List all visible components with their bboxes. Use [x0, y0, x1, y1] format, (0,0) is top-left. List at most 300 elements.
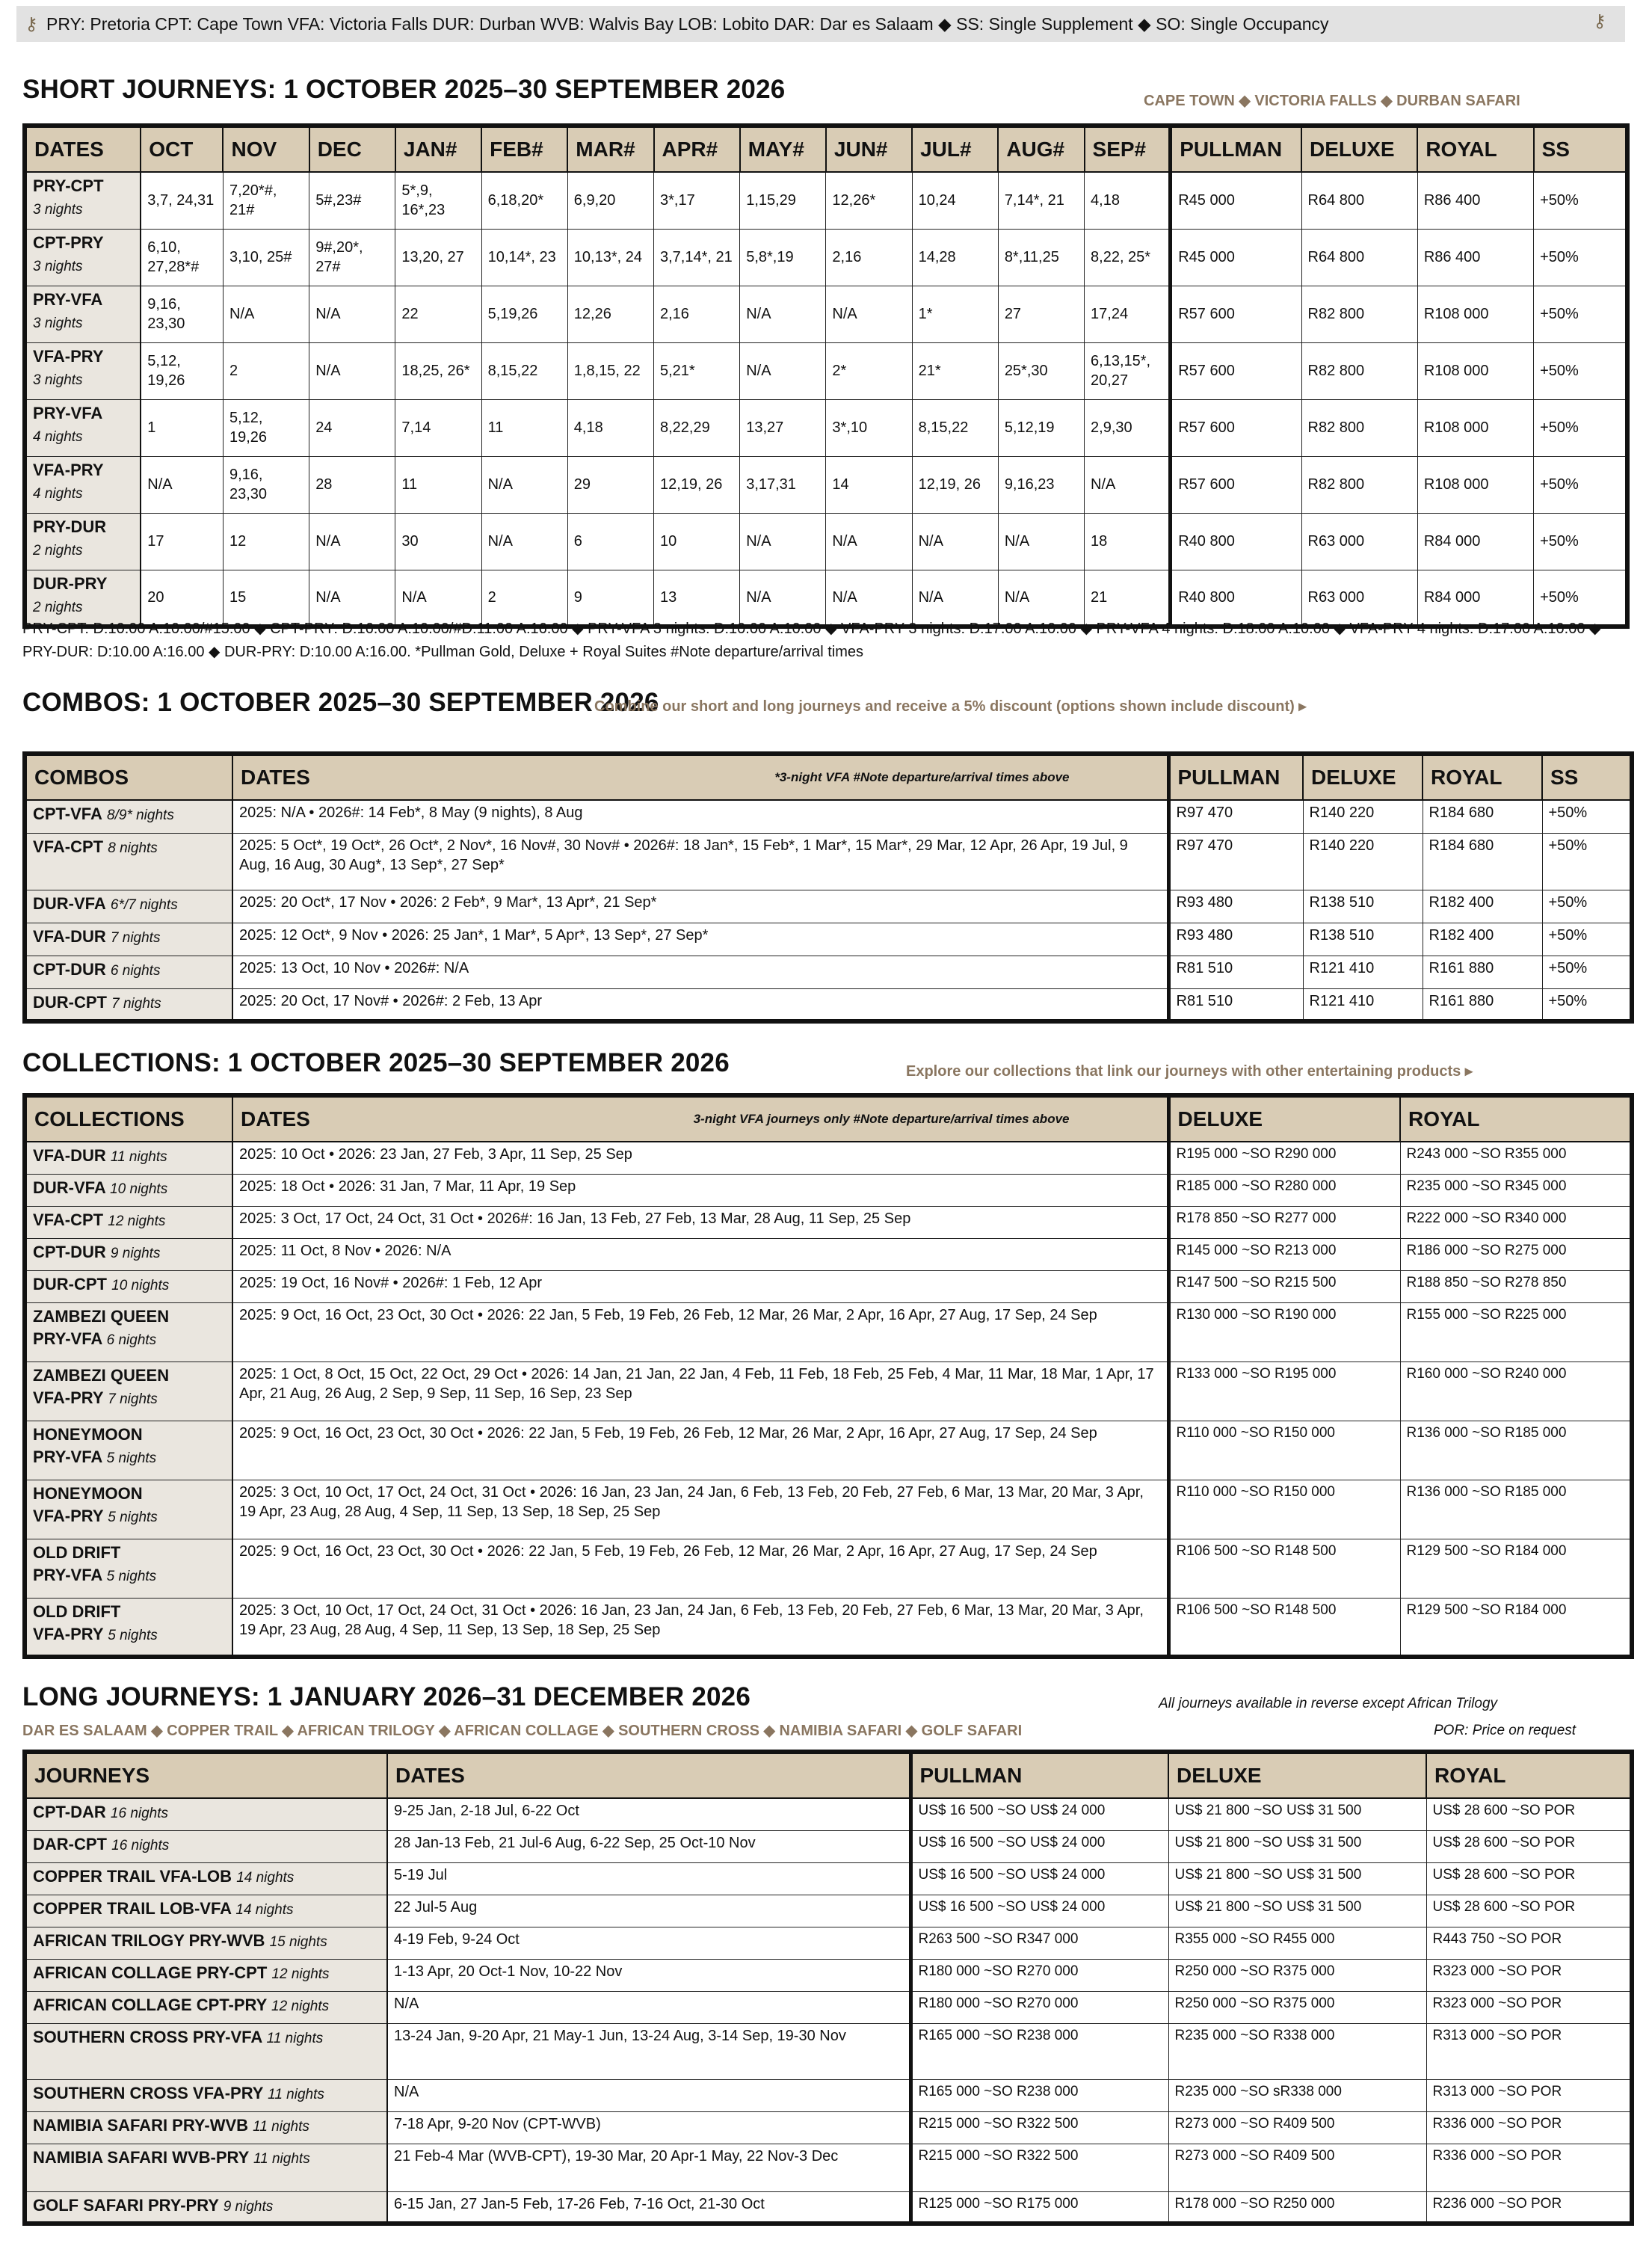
dates-cell: 2025: 19 Oct, 16 Nov# • 2026#: 1 Feb, 12 Apr [232, 1270, 1168, 1302]
collections-table [22, 1093, 1634, 1659]
route-name: CPT-PRY [33, 233, 104, 252]
price-cell: R263 500 ~SO R347 000 [910, 1927, 1168, 1959]
date-cell: 2,16 [826, 229, 912, 286]
price-cell: R161 880 [1423, 956, 1542, 988]
row-label [25, 1830, 387, 1862]
table-row [25, 1270, 1632, 1302]
date-cell: N/A [309, 513, 395, 570]
nights-label: 9 nights [223, 2198, 274, 2215]
nights-label: 6*/7 nights [110, 896, 178, 913]
price-cell: R243 000 ~SO R355 000 [1400, 1142, 1632, 1174]
table-row [25, 800, 1632, 833]
row-label [25, 2023, 387, 2079]
route-code: PRY-VFA [33, 1447, 102, 1466]
dates-cell: 2025: 10 Oct • 2026: 23 Jan, 27 Feb, 3 Apr, 11 Sep, 25 Sep [232, 1142, 1168, 1174]
date-cell: 27 [998, 286, 1084, 342]
table-row [25, 342, 1627, 399]
price-cell: R250 000 ~SO R375 000 [1168, 1959, 1426, 1991]
date-cell: 4,18 [1085, 172, 1171, 229]
short-journeys-table [22, 123, 1630, 629]
date-cell: N/A [481, 456, 567, 513]
row-label [25, 890, 232, 923]
price-cell: R165 000 ~SO R238 000 [910, 2023, 1168, 2079]
table-row [25, 1895, 1632, 1927]
price-cell: +50% [1534, 456, 1627, 513]
date-cell: 12,26* [826, 172, 912, 229]
route-name: VFA-DUR [33, 1146, 106, 1165]
collections-subtitle: Explore our collections that link our journeys with other entertaining products ▸ [906, 1063, 1473, 1080]
price-cell: R110 000 ~SO R150 000 [1168, 1421, 1400, 1480]
dates-cell: 9-25 Jan, 2-18 Jul, 6-22 Oct [387, 1798, 910, 1830]
date-cell: N/A [740, 342, 826, 399]
price-cell: R355 000 ~SO R455 000 [1168, 1927, 1426, 1959]
journey-name: SOUTHERN CROSS VFA-PRY [33, 2083, 264, 2102]
nights-label: 7 nights [108, 1391, 158, 1407]
date-cell: 21 [1085, 570, 1171, 627]
combos-table [22, 751, 1634, 1024]
date-cell: 2,9,30 [1085, 399, 1171, 456]
date-cell: 9#,20*, 27# [309, 229, 395, 286]
row-label [25, 1959, 387, 1991]
nights-label: 3 nights [33, 372, 83, 388]
table-row [25, 1539, 1632, 1598]
date-cell: 24 [309, 399, 395, 456]
date-cell: 12,19, 26 [654, 456, 740, 513]
journey-name: SOUTHERN CROSS PRY-VFA [33, 2027, 262, 2046]
nights-label: 7 nights [110, 929, 161, 946]
dates-cell: 2025: 9 Oct, 16 Oct, 23 Oct, 30 Oct • 2026: 22 Jan, 5 Feb, 19 Feb, 26 Feb, 12 Mar, 26 Mar, 2 Apr, 16 Apr, 27 Aug, 17 Sep, 24 Sep [232, 1302, 1168, 1362]
price-cell: R82 800 [1301, 399, 1417, 456]
route-name: VFA-PRY [33, 460, 104, 479]
price-cell: US$ 16 500 ~SO US$ 24 000 [910, 1798, 1168, 1830]
nights-label: 8/9* nights [107, 807, 174, 823]
date-cell: 6 [567, 513, 653, 570]
price-cell: R138 510 [1303, 923, 1423, 956]
price-cell: R106 500 ~SO R148 500 [1168, 1598, 1400, 1657]
route-code: PRY-VFA [33, 1329, 102, 1348]
dates-cell: 2025: 20 Oct, 17 Nov# • 2026#: 2 Feb, 13 Apr [232, 988, 1168, 1021]
row-label [25, 456, 141, 513]
dates-cell: 2025: N/A • 2026#: 14 Feb*, 8 May (9 nights), 8 Aug [232, 800, 1168, 833]
price-cell: R323 000 ~SO POR [1426, 1959, 1632, 1991]
price-cell: R82 800 [1301, 342, 1417, 399]
nights-label: 3 nights [33, 202, 83, 218]
nights-label: 11 nights [253, 2150, 310, 2167]
nights-label: 11 nights [266, 2030, 324, 2046]
price-cell: R64 800 [1301, 172, 1417, 229]
price-cell: +50% [1542, 800, 1632, 833]
date-cell: 7,20*#, 21# [223, 172, 309, 229]
date-cell: 25*,30 [998, 342, 1084, 399]
price-cell: R235 000 ~SO sR338 000 [1168, 2079, 1426, 2111]
price-cell: R57 600 [1171, 342, 1301, 399]
dates-cell: 2025: 20 Oct*, 17 Nov • 2026: 2 Feb*, 9 Mar*, 13 Apr*, 21 Sep* [232, 890, 1168, 923]
table-row [25, 1959, 1632, 1991]
table-row [25, 890, 1632, 923]
header-note: 3-night VFA journeys only #Note departure/arrival times above [693, 1112, 1070, 1126]
price-cell: R336 000 ~SO POR [1426, 2111, 1632, 2144]
price-cell: R443 750 ~SO POR [1426, 1927, 1632, 1959]
nights-label: 5 nights [106, 1450, 157, 1466]
column-header: NOV [223, 126, 309, 172]
collection-name: OLD DRIFT [33, 1542, 121, 1562]
combos-subtitle: Combine our short and long journeys and receive a 5% discount (options shown include discount) ▸ [594, 698, 1307, 715]
collection-route [33, 1446, 226, 1470]
route-name: CPT-DUR [33, 1242, 106, 1261]
price-cell: +50% [1534, 172, 1627, 229]
journey-name: CPT-DAR [33, 1803, 106, 1821]
row-label [25, 2144, 387, 2191]
date-cell: 13 [654, 570, 740, 627]
route-name: VFA-DUR [33, 926, 106, 946]
date-cell: N/A [826, 570, 912, 627]
nights-label: 3 nights [33, 315, 83, 331]
collection-route [33, 1505, 226, 1529]
date-cell: 2* [826, 342, 912, 399]
dates-cell: 13-24 Jan, 9-20 Apr, 21 May-1 Jun, 13-24 Aug, 3-14 Sep, 19-30 Nov [387, 2023, 910, 2079]
price-cell: R165 000 ~SO R238 000 [910, 2079, 1168, 2111]
route-name: VFA-CPT [33, 1210, 104, 1229]
date-cell: 5#,23# [309, 172, 395, 229]
date-cell: 18 [1085, 513, 1171, 570]
route-name: CPT-VFA [33, 804, 102, 823]
date-cell: N/A [826, 286, 912, 342]
date-cell: 6,10, 27,28*# [141, 229, 223, 286]
price-cell: R121 410 [1303, 956, 1423, 988]
collection-name: OLD DRIFT [33, 1602, 121, 1621]
nights-label: 5 nights [106, 1568, 157, 1584]
route-name: PRY-DUR [33, 517, 107, 536]
price-cell: R63 000 [1301, 570, 1417, 627]
date-cell: 14 [826, 456, 912, 513]
date-cell: N/A [740, 570, 826, 627]
date-cell: N/A [912, 570, 998, 627]
price-cell: R138 510 [1303, 890, 1423, 923]
nights-label: 4 nights [33, 428, 83, 445]
date-cell: 21* [912, 342, 998, 399]
nights-label: 15 nights [269, 1933, 327, 1950]
column-header: DEC [309, 126, 395, 172]
date-cell: 10,13*, 24 [567, 229, 653, 286]
dates-cell: 5-19 Jul [387, 1862, 910, 1895]
nights-label: 16 nights [110, 1806, 169, 1821]
date-cell: 8*,11,25 [998, 229, 1084, 286]
price-cell: R106 500 ~SO R148 500 [1168, 1539, 1400, 1598]
table-row [25, 988, 1632, 1021]
nights-label: 16 nights [111, 1837, 170, 1853]
column-header: JAN# [395, 126, 481, 172]
table-row [25, 1142, 1632, 1174]
date-cell: 4,18 [567, 399, 653, 456]
nights-label: 2 nights [33, 542, 83, 559]
row-label [25, 1991, 387, 2023]
row-label [25, 1270, 232, 1302]
price-cell: +50% [1534, 286, 1627, 342]
row-label [25, 1539, 232, 1598]
date-cell: 1* [912, 286, 998, 342]
short-journeys-footnote: PRY-CPT: D:10.00 A:10.00/#15:00 ◆ CPT-PRY: D:16.00 A:10.00/#D:11:00 A:16.00 ◆ PRY-VFA 3 nights: D:10.00 A:10.00 ◆ VFA-PRY 3 nights: D:17.00 A:10.00 ◆ PRY-VFA 4 nights: D:18.00 A:10.00 ◆ VFA-PRY 4 nights: D:17.00 A:10.00 ◆ PRY-DUR: D:10.00 A:16.00 ◆ DUR-PRY: D:10.00 A:16.00. *Pullman Gold, Deluxe + Royal Suites #Note departure/arrival times [22, 621, 1601, 660]
price-cell: R97 470 [1168, 833, 1303, 890]
long-journeys-note: All journeys available in reverse except African Trilogy [1159, 1696, 1498, 1711]
dates-cell: 7-18 Apr, 9-20 Nov (CPT-WVB) [387, 2111, 910, 2144]
column-header: ROYAL [1400, 1095, 1632, 1142]
price-cell: R155 000 ~SO R225 000 [1400, 1302, 1632, 1362]
row-label [25, 1895, 387, 1927]
dates-cell: 2025: 3 Oct, 10 Oct, 17 Oct, 24 Oct, 31 Oct • 2026: 16 Jan, 23 Jan, 24 Jan, 6 Feb, 13 Feb, 20 Feb, 27 Feb, 6 Mar, 13 Mar, 20 Mar, 3 Apr, 19 Apr, 23 Aug, 28 Aug, 4 Sep, 11 Sep, 13 Sep, 18 Sep, 25 Sep [232, 1480, 1168, 1539]
row-label [25, 513, 141, 570]
price-cell: R108 000 [1417, 399, 1533, 456]
date-cell: N/A [309, 286, 395, 342]
collection-route [33, 1387, 226, 1411]
nights-label: 14 nights [235, 1901, 294, 1918]
column-header: OCT [141, 126, 223, 172]
date-cell: 9 [567, 570, 653, 627]
column-header: DELUXE [1168, 1095, 1400, 1142]
date-cell: 22 [395, 286, 481, 342]
row-label [25, 229, 141, 286]
short-journeys-title: SHORT JOURNEYS: 1 OCTOBER 2025–30 SEPTEMBER 2026 [22, 75, 786, 104]
price-cell: +50% [1534, 513, 1627, 570]
journey-name: AFRICAN TRILOGY PRY-WVB [33, 1930, 265, 1950]
collection-route [33, 1564, 226, 1588]
row-label [25, 1862, 387, 1895]
price-cell: R125 000 ~SO R175 000 [910, 2191, 1168, 2224]
price-cell: R178 000 ~SO R250 000 [1168, 2191, 1426, 2224]
row-label [25, 1480, 232, 1539]
nights-label: 9 nights [110, 1245, 161, 1261]
column-header: MAY# [740, 126, 826, 172]
price-cell: R97 470 [1168, 800, 1303, 833]
table-row [25, 1798, 1632, 1830]
journey-name: COPPER TRAIL LOB-VFA [33, 1898, 232, 1918]
date-cell: 3,10, 25# [223, 229, 309, 286]
price-cell: US$ 21 800 ~SO US$ 31 500 [1168, 1798, 1426, 1830]
journey-name: NAMIBIA SAFARI WVB-PRY [33, 2147, 249, 2167]
price-cell: R182 400 [1423, 890, 1542, 923]
date-cell: 10 [654, 513, 740, 570]
date-cell: 3*,17 [654, 172, 740, 229]
route-name: DUR-PRY [33, 573, 108, 593]
row-label [25, 1142, 232, 1174]
nights-label: 11 nights [253, 2118, 309, 2135]
price-cell: R147 500 ~SO R215 500 [1168, 1270, 1400, 1302]
date-cell: N/A [1085, 456, 1171, 513]
price-cell: R323 000 ~SO POR [1426, 1991, 1632, 2023]
date-cell: 18,25, 26* [395, 342, 481, 399]
dates-cell: 2025: 1 Oct, 8 Oct, 15 Oct, 22 Oct, 29 Oct • 2026: 14 Jan, 21 Jan, 22 Jan, 4 Feb, 11 Feb, 18 Feb, 25 Feb, 4 Mar, 11 Mar, 18 Mar, 1 Apr, 17 Apr, 21 Aug, 26 Aug, 2 Sep, 9 Sep, 11 Sep, 16 Sep, 23 Sep [232, 1362, 1168, 1421]
price-cell: R140 220 [1303, 800, 1423, 833]
row-label [25, 286, 141, 342]
row-label [25, 1598, 232, 1657]
date-cell: 7,14 [395, 399, 481, 456]
price-cell: R129 500 ~SO R184 000 [1400, 1539, 1632, 1598]
price-cell: R64 800 [1301, 229, 1417, 286]
nights-label: 5 nights [108, 1627, 158, 1643]
route-code: VFA-PRY [33, 1506, 104, 1525]
collection-name: HONEYMOON [33, 1483, 143, 1503]
row-label [25, 399, 141, 456]
date-cell: N/A [912, 513, 998, 570]
date-cell: 11 [395, 456, 481, 513]
column-header: JUL# [912, 126, 998, 172]
date-cell: 6,9,20 [567, 172, 653, 229]
dates-cell: 21 Feb-4 Mar (WVB-CPT), 19-30 Mar, 20 Apr-1 May, 22 Nov-3 Dec [387, 2144, 910, 2191]
price-cell: R81 510 [1168, 988, 1303, 1021]
combos-title: COMBOS: 1 OCTOBER 2025–30 SEPTEMBER 2026 [22, 688, 659, 717]
date-cell: N/A [309, 570, 395, 627]
price-cell: R140 220 [1303, 833, 1423, 890]
column-header: SS [1534, 126, 1627, 172]
price-cell: R45 000 [1171, 172, 1301, 229]
table-row [25, 172, 1627, 229]
row-label [25, 1927, 387, 1959]
date-cell: 5,8*,19 [740, 229, 826, 286]
long-journeys-subtitle: DAR ES SALAAM ◆ COPPER TRAIL ◆ AFRICAN TRILOGY ◆ AFRICAN COLLAGE ◆ SOUTHERN CROSS ◆ NAMIBIA SAFARI ◆ GOLF SAFARI [22, 1723, 1023, 1739]
table-row [25, 2191, 1632, 2224]
table-row [25, 286, 1627, 342]
price-cell: R215 000 ~SO R322 500 [910, 2144, 1168, 2191]
row-label [25, 1174, 232, 1206]
price-cell: R45 000 [1171, 229, 1301, 286]
table-row [25, 1362, 1632, 1421]
date-cell: 3,17,31 [740, 456, 826, 513]
dates-cell: 2025: 3 Oct, 17 Oct, 24 Oct, 31 Oct • 2026#: 16 Jan, 13 Feb, 27 Feb, 13 Mar, 28 Aug, 11 Sep, 25 Sep [232, 1206, 1168, 1238]
nights-label: 10 nights [111, 1277, 170, 1293]
row-label [25, 1798, 387, 1830]
price-cell: R84 000 [1417, 513, 1533, 570]
legend-bar [16, 6, 1625, 42]
price-cell: R82 800 [1301, 456, 1417, 513]
date-cell: N/A [998, 513, 1084, 570]
dates-cell: 2025: 5 Oct*, 19 Oct*, 26 Oct*, 2 Nov*, 16 Nov#, 30 Nov# • 2026#: 18 Jan*, 15 Feb*, 1 Mar*, 15 Mar*, 29 Mar, 12 Apr, 26 Apr, 19 Jul, 9 Aug, 16 Aug, 30 Aug*, 13 Sep*, 27 Sep* [232, 833, 1168, 890]
header-note: *3-night VFA #Note departure/arrival times above [774, 770, 1070, 784]
route-name: DUR-VFA [33, 893, 106, 913]
date-cell: 30 [395, 513, 481, 570]
nights-label: 6 nights [110, 962, 161, 979]
date-cell: N/A [740, 286, 826, 342]
date-cell: 12,26 [567, 286, 653, 342]
table-row [25, 1206, 1632, 1238]
nights-label: 11 nights [110, 1149, 167, 1165]
date-cell: 8,22,29 [654, 399, 740, 456]
price-cell: R93 480 [1168, 890, 1303, 923]
dates-cell: 6-15 Jan, 27 Jan-5 Feb, 17-26 Feb, 7-16 Oct, 21-30 Oct [387, 2191, 910, 2224]
date-cell: 29 [567, 456, 653, 513]
price-cell: +50% [1542, 890, 1632, 923]
date-cell: 3*,10 [826, 399, 912, 456]
table-row [25, 456, 1627, 513]
price-cell: R121 410 [1303, 988, 1423, 1021]
column-header: COMBOS [25, 754, 232, 800]
date-cell: 6,13,15*, 20,27 [1085, 342, 1171, 399]
table-row [25, 923, 1632, 956]
por-note: POR: Price on request [1434, 1723, 1577, 1738]
legend-text: PRY: Pretoria CPT: Cape Town VFA: Victoria Falls DUR: Durban WVB: Walvis Bay LOB: Lobito DAR: Dar es Salaam ◆ SS: Single Supplement ◆ SO: Single Occupancy [46, 13, 1329, 34]
row-label [25, 2111, 387, 2144]
date-cell: N/A [826, 513, 912, 570]
price-cell: R86 400 [1417, 172, 1533, 229]
nights-label: 6 nights [106, 1332, 157, 1348]
row-label [25, 1238, 232, 1270]
price-cell: US$ 21 800 ~SO US$ 31 500 [1168, 1862, 1426, 1895]
date-cell: 9,16, 23,30 [223, 456, 309, 513]
key-icon: ⚷ [1593, 11, 1606, 31]
price-cell: R84 000 [1417, 570, 1533, 627]
price-cell: R160 000 ~SO R240 000 [1400, 1362, 1632, 1421]
column-header: JOURNEYS [25, 1752, 387, 1798]
collection-name: ZAMBEZI QUEEN [33, 1306, 170, 1326]
dates-cell: 28 Jan-13 Feb, 21 Jul-6 Aug, 6-22 Sep, 25 Oct-10 Nov [387, 1830, 910, 1862]
dates-cell: N/A [387, 2079, 910, 2111]
dates-cell: 2025: 11 Oct, 8 Nov • 2026: N/A [232, 1238, 1168, 1270]
price-cell: R93 480 [1168, 923, 1303, 956]
date-cell: 17 [141, 513, 223, 570]
column-header: ROYAL [1423, 754, 1542, 800]
date-cell: 8,15,22 [481, 342, 567, 399]
column-header: DATES 3-night VFA journeys only #Note departure/arrival times above [232, 1095, 1168, 1142]
row-label [25, 833, 232, 890]
price-cell: R182 400 [1423, 923, 1542, 956]
dates-cell: 2025: 13 Oct, 10 Nov • 2026#: N/A [232, 956, 1168, 988]
date-cell: 1,8,15, 22 [567, 342, 653, 399]
journey-name: DAR-CPT [33, 1834, 107, 1853]
price-cell: R222 000 ~SO R340 000 [1400, 1206, 1632, 1238]
table-row [25, 399, 1627, 456]
date-cell: 5,21* [654, 342, 740, 399]
dates-cell: 2025: 18 Oct • 2026: 31 Jan, 7 Mar, 11 Apr, 19 Sep [232, 1174, 1168, 1206]
date-cell: N/A [481, 513, 567, 570]
date-cell: 15 [223, 570, 309, 627]
price-cell: US$ 16 500 ~SO US$ 24 000 [910, 1830, 1168, 1862]
price-cell: R195 000 ~SO R290 000 [1168, 1142, 1400, 1174]
price-cell: R57 600 [1171, 456, 1301, 513]
price-cell: R161 880 [1423, 988, 1542, 1021]
date-cell: 12 [223, 513, 309, 570]
row-label [25, 923, 232, 956]
table-row [25, 956, 1632, 988]
route-name: PRY-VFA [33, 403, 103, 422]
nights-label: 12 nights [271, 1998, 330, 2014]
nights-label: 10 nights [110, 1181, 168, 1197]
date-cell: 10,14*, 23 [481, 229, 567, 286]
table-row [25, 1238, 1632, 1270]
date-cell: 9,16,23 [998, 456, 1084, 513]
price-cell: R145 000 ~SO R213 000 [1168, 1238, 1400, 1270]
price-cell: R250 000 ~SO R375 000 [1168, 1991, 1426, 2023]
row-label [25, 800, 232, 833]
route-name: PRY-CPT [33, 176, 104, 195]
price-cell: +50% [1534, 229, 1627, 286]
row-label [25, 2079, 387, 2111]
price-cell: US$ 16 500 ~SO US$ 24 000 [910, 1862, 1168, 1895]
dates-cell: 2025: 3 Oct, 10 Oct, 17 Oct, 24 Oct, 31 Oct • 2026: 16 Jan, 23 Jan, 24 Jan, 6 Feb, 13 Feb, 20 Feb, 27 Feb, 6 Mar, 13 Mar, 20 Mar, 3 Apr, 19 Apr, 23 Aug, 28 Aug, 4 Sep, 11 Sep, 13 Sep, 18 Sep, 25 Sep [232, 1598, 1168, 1657]
collections-title: COLLECTIONS: 1 OCTOBER 2025–30 SEPTEMBER 2026 [22, 1048, 730, 1077]
date-cell: 2 [481, 570, 567, 627]
nights-label: 11 nights [268, 2086, 324, 2102]
table-row [25, 833, 1632, 890]
table-row [25, 2111, 1632, 2144]
column-header: PULLMAN [1168, 754, 1303, 800]
date-cell: N/A [395, 570, 481, 627]
price-cell: R57 600 [1171, 399, 1301, 456]
date-cell: 6,18,20* [481, 172, 567, 229]
column-header: JUN# [826, 126, 912, 172]
date-cell: 9,16, 23,30 [141, 286, 223, 342]
price-cell: US$ 16 500 ~SO US$ 24 000 [910, 1895, 1168, 1927]
table-row [25, 1174, 1632, 1206]
date-cell: 8,22, 25* [1085, 229, 1171, 286]
row-label [25, 1421, 232, 1480]
